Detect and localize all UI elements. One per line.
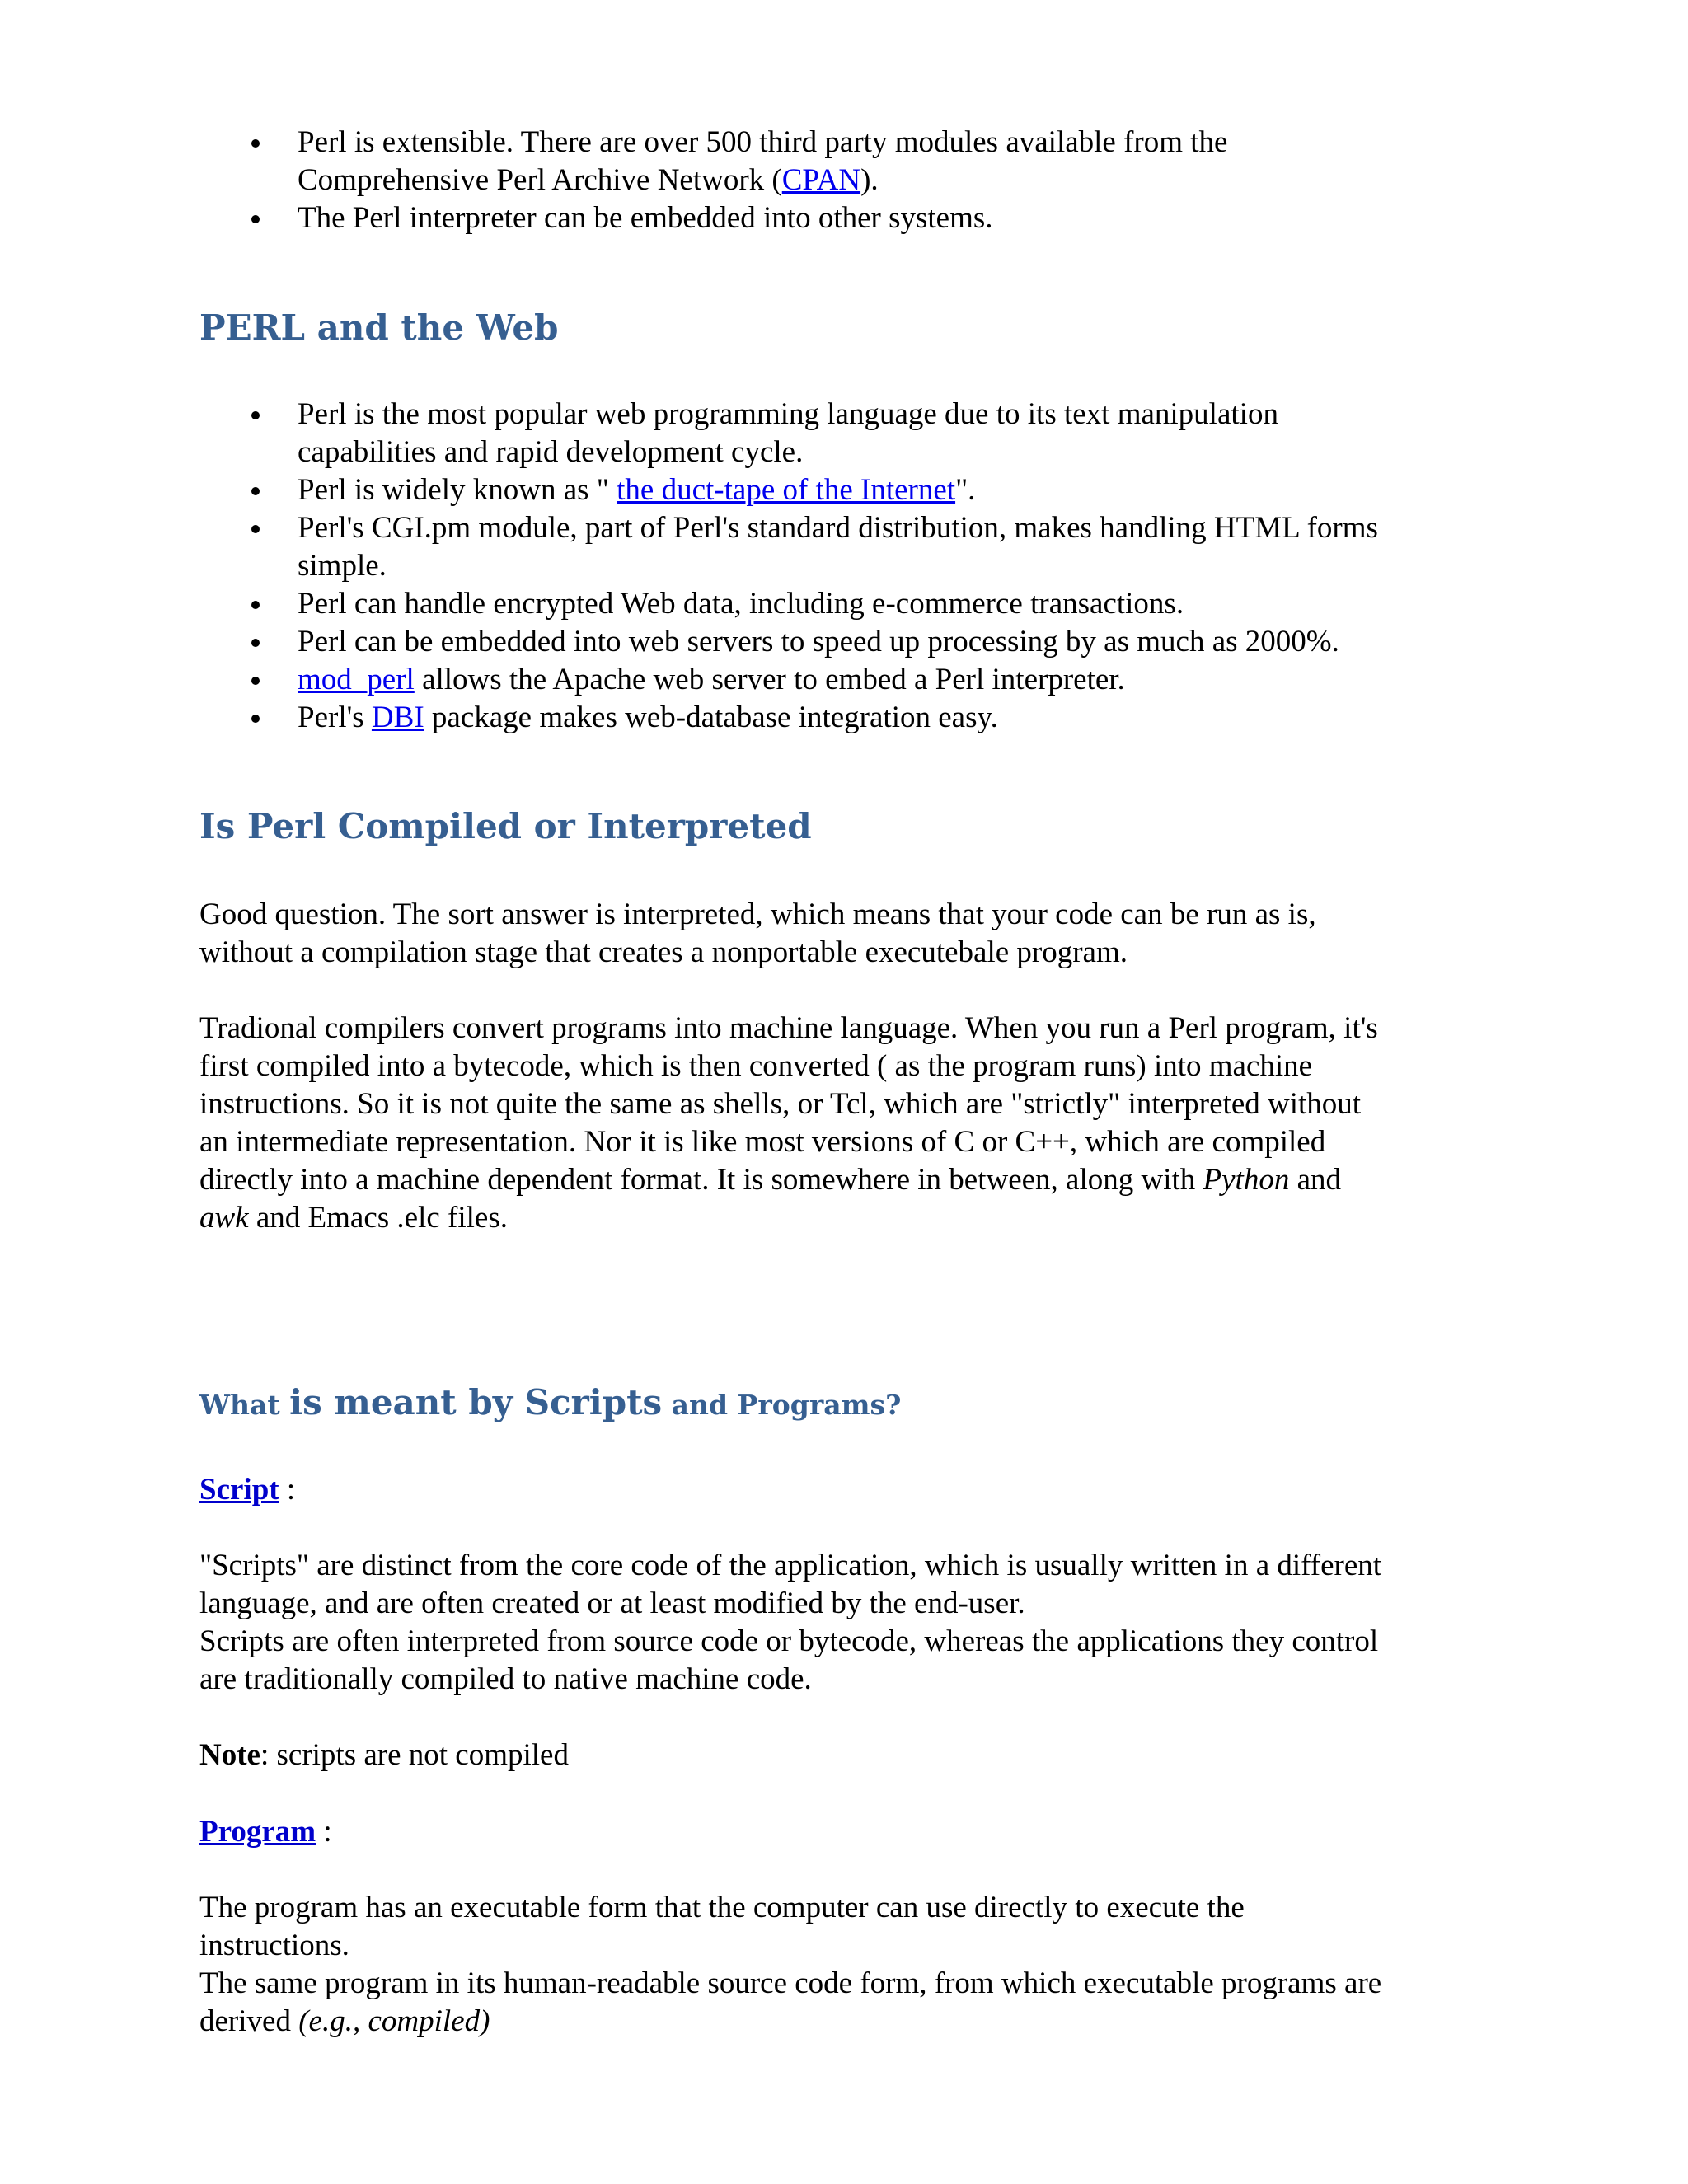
list-item xyxy=(199,199,1502,237)
bullet-text: Perl can be embedded into web servers to speed up processing by as much as 2000%. xyxy=(298,625,1339,658)
paragraph-line: instructions. So it is not quite the same as shells, or Tcl, which are "strictly" interpreted without xyxy=(199,1087,1362,1121)
bullet-icon xyxy=(251,487,260,495)
paragraph-line: first compiled into a bytecode, which is then converted ( as the program runs) into machine xyxy=(199,1049,1313,1083)
paragraph-line: an intermediate representation. Nor it is like most versions of C or C++, which are compiled xyxy=(199,1125,1326,1159)
emphasis-python: Python xyxy=(1203,1163,1290,1197)
list-item xyxy=(199,396,1502,471)
bullet-text: Comprehensive Perl Archive Network ( xyxy=(298,163,782,197)
program-link[interactable]: Program xyxy=(199,1815,316,1849)
bullet-text: Perl's CGI.pm module, part of Perl's standard distribution, makes handling HTML forms xyxy=(298,511,1378,545)
bullet-icon xyxy=(251,639,260,647)
emphasis-compiled: (e.g., compiled) xyxy=(298,2004,490,2038)
bullet-icon xyxy=(251,715,260,723)
bullet-text: simple. xyxy=(298,549,387,583)
bullet-text: Perl is extensible. There are over 500 third party modules available from the xyxy=(298,125,1228,159)
list-item xyxy=(199,623,1502,661)
list-item xyxy=(199,699,1502,737)
mod-perl-link[interactable]: mod_perl xyxy=(298,663,415,696)
list-item xyxy=(199,471,1502,509)
list-item xyxy=(199,661,1502,699)
bullet-text: Perl is widely known as " xyxy=(298,473,617,507)
script-label-line xyxy=(199,1471,1502,1509)
heading-part: and Programs? xyxy=(662,1389,902,1421)
paragraph-line: instructions. xyxy=(199,1929,349,1962)
heading-perl-and-the-web: PERL and the Web xyxy=(199,307,559,348)
paragraph-line: language, and are often created or at least modified by the end-user. xyxy=(199,1586,1025,1620)
paragraph-line: are traditionally compiled to native machine code. xyxy=(199,1662,812,1696)
web-bullet-list xyxy=(199,396,1502,737)
bullet-text: Perl can handle encrypted Web data, including e-commerce transactions. xyxy=(298,587,1184,621)
emphasis-awk: awk xyxy=(199,1201,249,1235)
paragraph-line: without a compilation stage that creates a nonportable executebale program. xyxy=(199,935,1128,969)
bullet-text: capabilities and rapid development cycle. xyxy=(298,435,804,469)
heading-scripts-and-programs xyxy=(199,1381,901,1427)
paragraph-traditional-compilers xyxy=(199,1010,1502,1237)
paragraph-line: derived xyxy=(199,2004,299,2038)
heading-compiled-or-interpreted: Is Perl Compiled or Interpreted xyxy=(199,806,812,846)
bullet-text: ). xyxy=(860,163,879,197)
note-label: Note xyxy=(199,1738,260,1772)
note-text: : scripts are not compiled xyxy=(260,1738,569,1772)
dbi-link[interactable]: DBI xyxy=(371,701,424,734)
bullet-text: ". xyxy=(955,473,976,507)
list-item xyxy=(199,585,1502,623)
bullet-icon xyxy=(251,139,260,148)
paragraph-line: "Scripts" are distinct from the core code of the application, which is usually written in a different xyxy=(199,1549,1382,1582)
script-link[interactable]: Script xyxy=(199,1473,279,1507)
heading-part: is meant by Scripts xyxy=(289,1382,663,1422)
list-item xyxy=(199,124,1502,199)
paragraph-line: and xyxy=(1289,1163,1342,1197)
note-line xyxy=(199,1736,1502,1774)
bullet-text: Perl is the most popular web programming language due to its text manipulation xyxy=(298,397,1278,431)
bullet-icon xyxy=(251,525,260,533)
paragraph-line: Scripts are often interpreted from source code or bytecode, whereas the applications they control xyxy=(199,1624,1379,1658)
duct-tape-link[interactable]: the duct-tape of the Internet xyxy=(617,473,956,507)
paragraph-scripts xyxy=(199,1547,1502,1699)
bullet-text: Perl's xyxy=(298,701,372,734)
bullet-text: package makes web-database integration easy. xyxy=(424,701,998,734)
colon-text: : xyxy=(316,1815,332,1849)
paragraph-line: and Emacs .elc files. xyxy=(248,1201,508,1235)
cpan-link[interactable]: CPAN xyxy=(781,163,861,197)
paragraph-line: directly into a machine dependent format. It is somewhere in between, along with xyxy=(199,1163,1203,1197)
paragraph-line: The same program in its human-readable source code form, from which executable programs are xyxy=(199,1966,1382,2000)
bullet-icon xyxy=(251,601,260,609)
paragraph-line: Good question. The sort answer is interpreted, which means that your code can be run as is, xyxy=(199,898,1316,931)
colon-text: : xyxy=(279,1473,296,1507)
list-item xyxy=(199,509,1502,585)
paragraph-good-question xyxy=(199,896,1502,972)
program-label-line xyxy=(199,1813,1502,1851)
paragraph-program xyxy=(199,1889,1502,2041)
heading-part: What xyxy=(199,1389,290,1421)
bullet-text: allows the Apache web server to embed a Perl interpreter. xyxy=(414,663,1125,696)
paragraph-line: The program has an executable form that the computer can use directly to execute the xyxy=(199,1891,1245,1924)
bullet-text: The Perl interpreter can be embedded into other systems. xyxy=(298,201,993,235)
bullet-icon xyxy=(251,411,260,419)
bullet-icon xyxy=(251,677,260,685)
intro-bullet-list xyxy=(199,124,1502,237)
bullet-icon xyxy=(251,215,260,223)
paragraph-line: Tradional compilers convert programs into machine language. When you run a Perl program, it's xyxy=(199,1011,1378,1045)
